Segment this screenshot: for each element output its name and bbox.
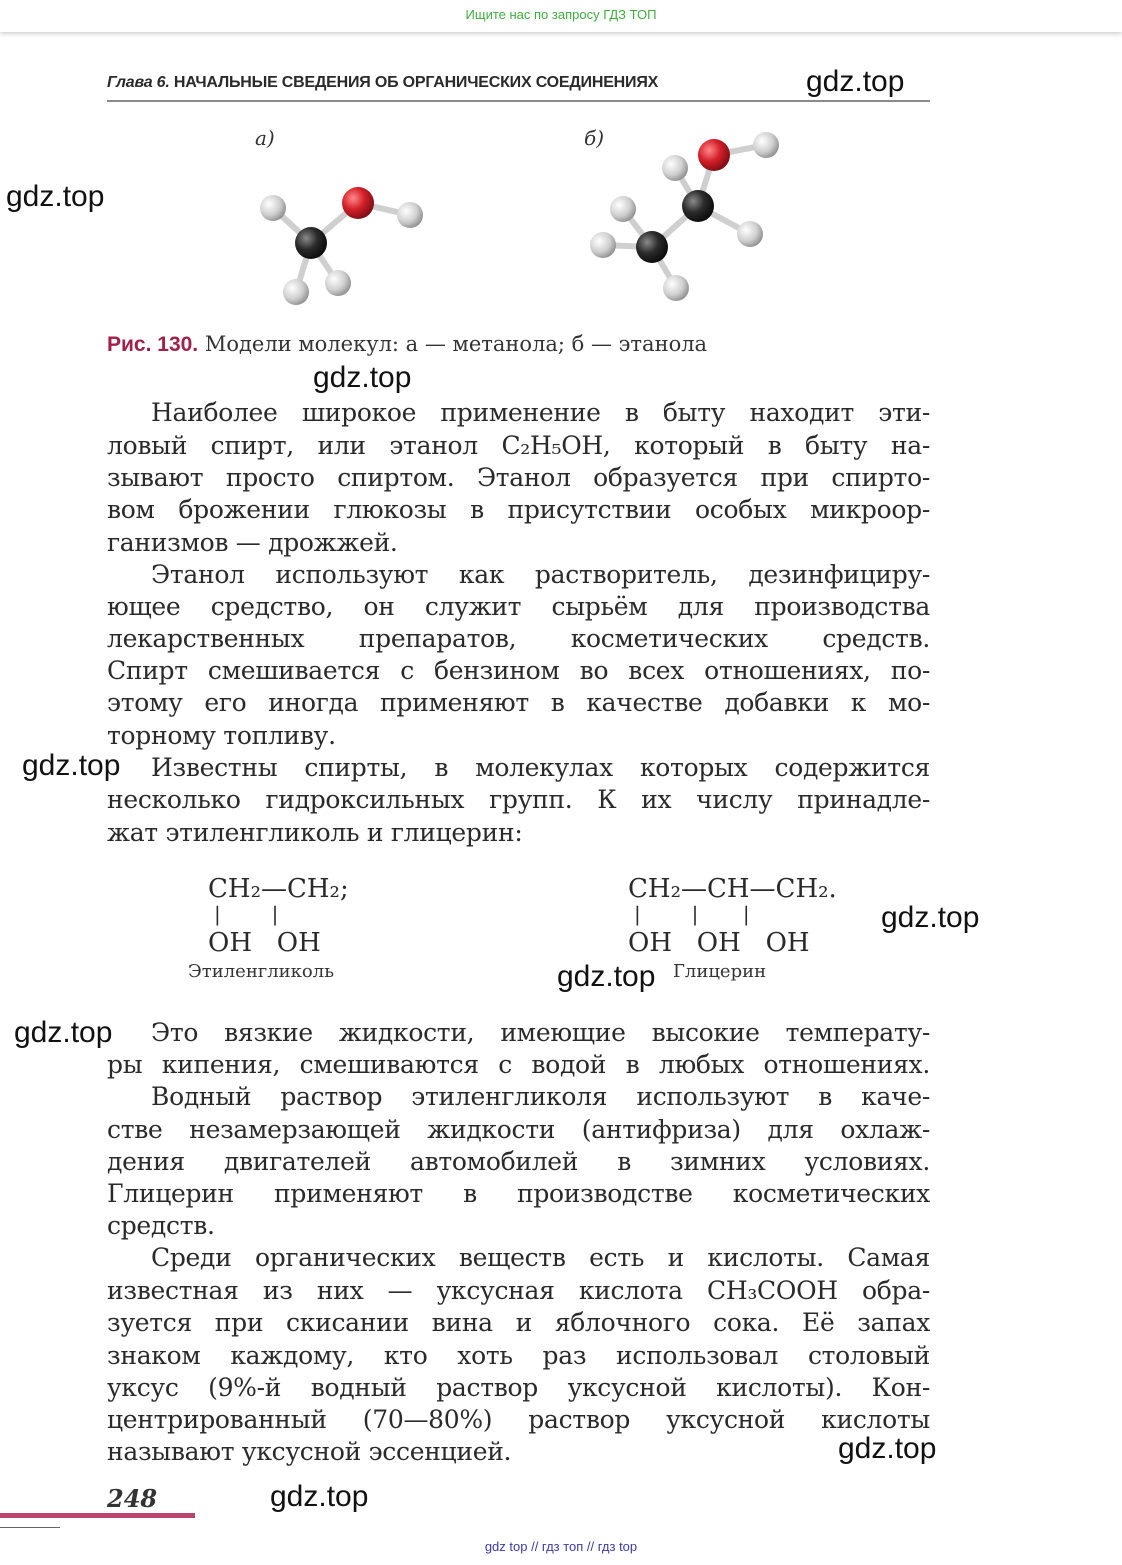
figure-caption [107, 332, 907, 357]
ethylene-glycol-formula-top: CH₂—CH₂; [208, 874, 349, 904]
hydrogen-atom [737, 221, 763, 247]
text-line: этому его иногда применяют в качестве добавки к мо- [107, 688, 930, 717]
text-line: известная из них — уксусная кислота CH₃COOH обра- [107, 1276, 930, 1305]
hydrogen-atom [753, 132, 779, 158]
page-accent-bar [0, 1513, 195, 1518]
text-line: Среди органических веществ есть и кислоты. Самая [151, 1243, 930, 1272]
figure-caption-label: Рис. 130. [107, 333, 199, 356]
text-line: ющее средство, он служит сырьём для производства [107, 592, 930, 621]
watermark: gdz.top [313, 361, 412, 394]
watermark: gdz.top [557, 960, 656, 993]
oxygen-atom [342, 187, 374, 219]
text-line: Наиболее широкое применение в быту находит эти- [151, 398, 930, 427]
text-line: называют уксусной эссенцией. [107, 1437, 512, 1466]
text-line: Водный раствор этиленгликоля используют в каче- [151, 1082, 930, 1111]
figure-label-b: б) [584, 126, 605, 150]
text-line: ганизмов — дрожжей. [107, 528, 398, 557]
text-line: дения двигателей автомобилей в зимних условиях. [107, 1147, 930, 1176]
watermark: gdz.top [838, 1432, 937, 1465]
page-divider [0, 1527, 60, 1528]
top-banner-text: Ищите нас по запросу ГДЗ ТОП [465, 7, 657, 22]
carbon-atom [682, 190, 714, 222]
hydrogen-atom [283, 279, 309, 305]
glycerol-formula-bonds: | | | [634, 902, 750, 926]
text-line: жат этиленгликоль и глицерин: [107, 818, 523, 847]
text-line: уксус (9%-й водный раствор уксусной кислоты). Кон- [107, 1373, 930, 1402]
text-line: Это вязкие жидкости, имеющие высокие температу- [151, 1018, 930, 1047]
hydrogen-atom [662, 155, 688, 181]
text-line: ры кипения, смешиваются с водой в любых отношениях. [107, 1050, 930, 1079]
ethylene-glycol-name: Этиленгликоль [188, 961, 334, 982]
oxygen-atom [698, 139, 730, 171]
text-line: Этанол используют как растворитель, дезинфициру- [151, 560, 930, 589]
chapter-number: Глава 6. [107, 74, 170, 91]
text-line: Известны спирты, в молекулах которых содержится [151, 753, 930, 782]
hydrogen-atom [663, 275, 689, 301]
text-line: стве незамерзающей жидкости (антифриза) для охлаж- [107, 1115, 930, 1144]
figure-caption-text: Модели молекул: а — метанола; б — этанола [204, 332, 708, 356]
methanol-model [240, 170, 440, 320]
figure-label-a: а) [255, 126, 275, 150]
text-line: несколько гидроксильных групп. К их числу принадле- [107, 785, 930, 814]
hydrogen-atom [610, 196, 636, 222]
top-banner [0, 0, 1122, 32]
chapter-title: НАЧАЛЬНЫЕ СВЕДЕНИЯ ОБ ОРГАНИЧЕСКИХ СОЕДИНЕНИЯХ [173, 74, 659, 91]
text-line: зывают просто спиртом. Этанол образуется при спирто- [107, 463, 930, 492]
watermark: gdz.top [22, 749, 121, 782]
hydrogen-atom [397, 202, 423, 228]
hydrogen-atom [260, 195, 286, 221]
watermark: gdz.top [881, 901, 980, 934]
text-line: вом брожении глюкозы в присутствии особых микроор- [107, 495, 930, 524]
text-line: лекарственных препаратов, косметических средств. [107, 624, 930, 653]
watermark: gdz.top [806, 65, 905, 98]
text-line: зуется при скисании вина и яблочного сока. Её запах [107, 1308, 930, 1337]
text-line: торному топливу. [107, 721, 336, 750]
watermark: gdz.top [14, 1016, 113, 1049]
text-line: ловый спирт, или этанол C₂H₅OH, который в быту на- [107, 431, 930, 460]
text-line: знаком каждому, кто хоть раз использовал столовый [107, 1341, 930, 1370]
watermark: gdz.top [270, 1480, 369, 1513]
text-line: Спирт смешивается с бензином во всех отношениях, по- [107, 656, 930, 685]
hydrogen-atom [325, 270, 351, 296]
ethanol-model [580, 125, 800, 310]
ethylene-glycol-formula-bottom: OH OH [208, 928, 321, 958]
glycerol-formula-top: CH₂—CH—CH₂. [628, 874, 837, 904]
hydrogen-atom [590, 232, 616, 258]
carbon-atom [636, 231, 668, 263]
glycerol-formula-bottom: OH OH OH [628, 928, 810, 958]
ethylene-glycol-formula-bonds: | | [214, 902, 279, 926]
carbon-atom [295, 227, 327, 259]
text-line: центрированный (70—80%) раствор уксусной кислоты [107, 1405, 930, 1434]
footer-links: gdz top // гдз топ // гдз top [484, 1539, 638, 1554]
text-line: средств. [107, 1211, 215, 1240]
glycerol-name: Глицерин [673, 961, 767, 982]
watermark: gdz.top [6, 180, 105, 213]
text-line: Глицерин применяют в производстве косметических [107, 1179, 930, 1208]
page-number: 248 [107, 1484, 158, 1513]
